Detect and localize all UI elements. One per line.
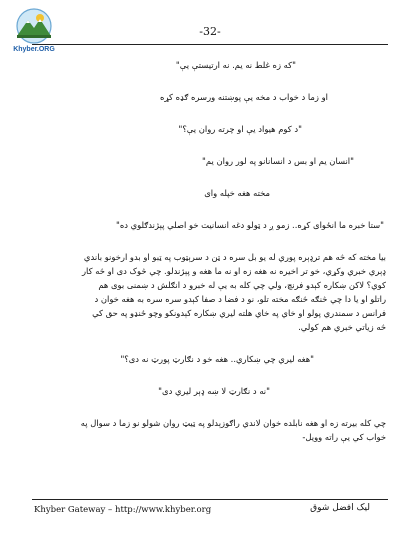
closing-paragraph: [34, 416, 386, 444]
header-divider: [32, 44, 388, 45]
text-line: "نه د نګارټ لا ښه ډېر لیري دی": [158, 386, 270, 396]
paragraph-line: کوي؟ لاکن ښکاره کېدو فرنچ، ولي چي کله به یې له خبرو د انګلش د ښمنی بوی هم: [98, 280, 386, 290]
paragraph-line: فرانس د سمندري پولو او خاي په خاي هلته لیري ښکاره کېدونکو وچو ځنډو په حق کي: [92, 308, 386, 318]
footer-site-link[interactable]: Khyber Gateway – http://www.khyber.org: [34, 505, 212, 515]
paragraph-line: خواب کي یې راته وویل-: [302, 432, 386, 442]
footer-author: لیک افضل شوق: [310, 503, 370, 513]
paragraph-line: څه زیاتي خبري هم کولي.: [298, 322, 386, 332]
paragraph-line: چي کله بیرته زه او هغه نابلده خوان لاندي راګوزېدلو په ټیټ روان شولو نو زما د سوال په: [80, 418, 386, 428]
text-line: "هغه لیري چي ښکاري.. هغه خو د نګارټ پورټ نه دی؟": [120, 354, 314, 364]
page-number: -32-: [199, 25, 221, 38]
logo-caption: Khyber.ORG: [13, 46, 55, 53]
paragraph-line: بیا مخته که څه هم ترډېره پوري له یو بل سره د ټن د سرېټوب په ټبو او بدو ارخونو باندي: [83, 252, 386, 262]
text-line: او زما د خواب د مخه یې پوښتنه ورسره ګډه کړه: [159, 92, 328, 102]
text-line: "د کوم هیواد یې او چرته روان یې؟": [178, 124, 302, 134]
paragraph-line: راتلو او یا دا چي څنګه څنګه مخته تلو، نو د فضا د صفا کېدو سره سره به هغه خوان د: [94, 294, 386, 304]
text-line: "انسان یم او بس د انسانانو په لور روان یم": [202, 156, 354, 166]
text-line: "که زه غلط نه یم. نه ارتیستې یې": [175, 60, 296, 70]
document-body: [34, 58, 386, 444]
paragraph-line: ډېري خبري وکړي، خو تر اخیره نه هغه زه او نه ما هغه و پېژندلو. چي څوک دی او څه کار: [82, 266, 386, 276]
text-line: مخته هغه خپله وای: [204, 188, 270, 198]
text-line: "ستا خبره ما انځوای کړه.. زمو ږ د ټولو دغه انسانیت خو اصلي پېژندګلوي ده": [116, 220, 384, 230]
footer-divider: [32, 499, 388, 500]
paragraph: [34, 250, 386, 334]
